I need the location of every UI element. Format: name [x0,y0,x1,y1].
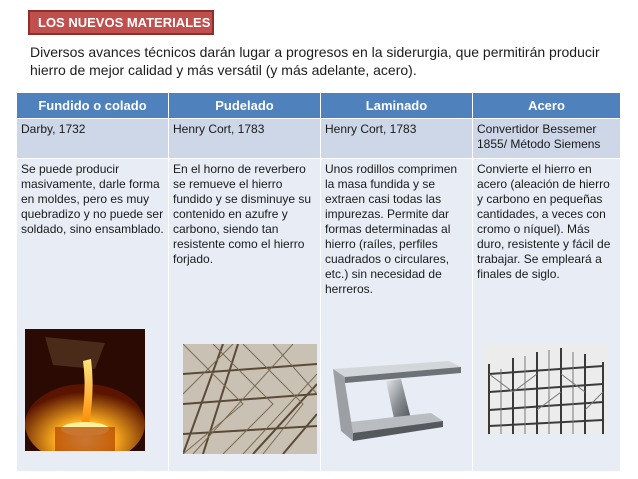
steel-i-beam-image [331,359,465,447]
table-row [17,158,621,471]
header-cell-fundido: Fundido o colado [17,93,169,119]
intro-text: Diversos avances técnicos darán lugar a progresos en la siderurgia, que permitirán producir hierro de mejor calidad y más versátil (y más adelante, acero). [30,44,600,78]
description-text: En el horno de reverbero se remueve el hierro fundido y se disminuye su contenido en azufre y carbono, siendo tan resistente como el hierro forjado. [173,161,312,266]
inventor-cell: Henry Cort, 1783 [169,119,321,159]
header-cell-acero: Acero [473,93,621,119]
header-cell-pudelado: Pudelado [169,93,321,119]
description-text: Convierte el hierro en acero (aleación de hierro y carbono en pequeñas cantidades, a veces con cromo o níquel). Más duro, resistente y fácil de trabajar. Se empleará a finales de siglo. [477,161,611,281]
description-cell [169,158,321,471]
description-text: Se puede producir masivamente, darle forma en moldes, pero es muy quebradizo y no puede ser soldado, sino ensamblado. [21,161,164,236]
header-cell-laminado: Laminado [321,93,473,119]
slide-title: LOS NUEVOS MATERIALES [28,10,214,35]
table-row [17,119,621,159]
description-text: Unos rodillos comprimen la masa fundida y se extraen casi todas las impurezas. Permite dar formas determinadas al hierro (raíles, perfiles cuadrados o circulares, etc.) sin necesidad de herreros. [325,161,458,296]
materials-table [16,92,621,472]
description-cell [473,158,621,471]
inventor-cell: Convertidor Bessemer 1855/ Método Siemens [473,119,621,159]
steel-frame-building-image [483,344,607,434]
description-cell [17,158,169,471]
description-cell [321,158,473,471]
molten-iron-pour-image [25,329,145,451]
table-header-row [17,93,621,119]
iron-lattice-tower-image [183,344,317,454]
inventor-cell: Henry Cort, 1783 [321,119,473,159]
inventor-cell: Darby, 1732 [17,119,169,159]
